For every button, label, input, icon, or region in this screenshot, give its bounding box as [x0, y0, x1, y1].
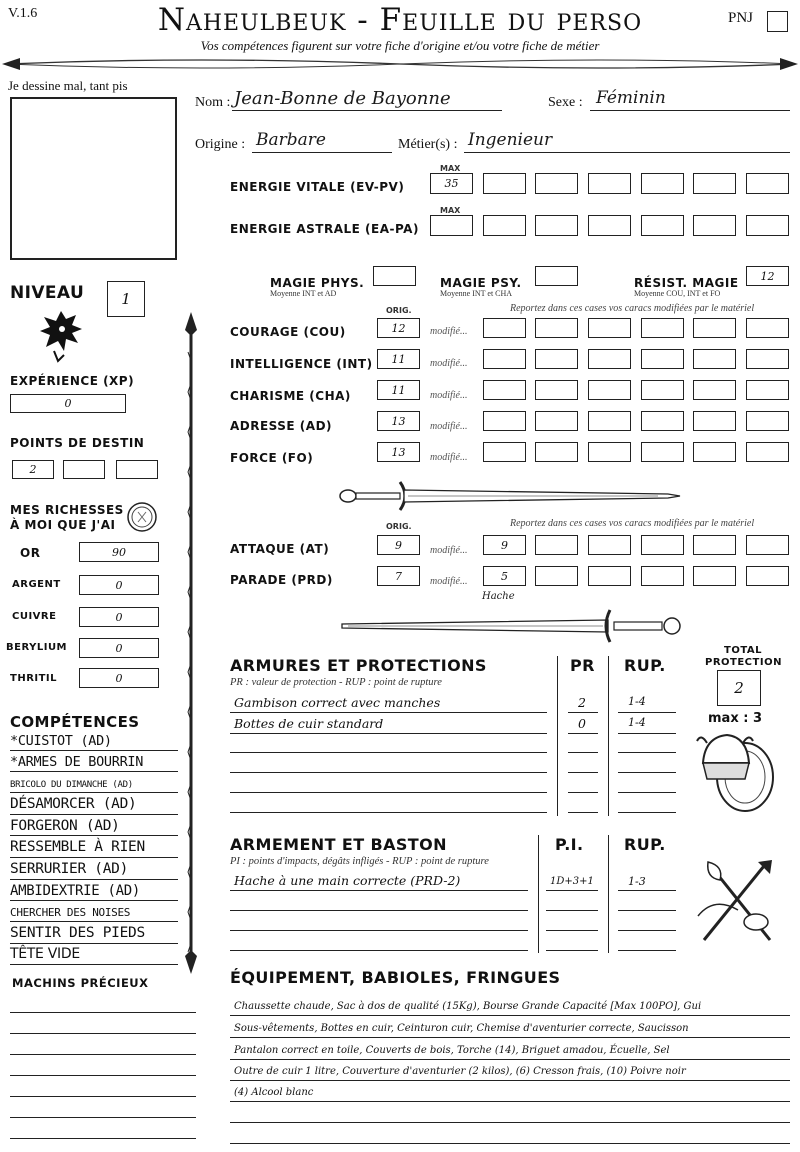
attaque-mod-box[interactable]	[693, 535, 736, 555]
stat-mod-box[interactable]	[641, 349, 684, 369]
stat-mod-box[interactable]	[746, 411, 789, 431]
parade-mod-box[interactable]: 5	[483, 566, 526, 586]
helmet-shield-icon	[695, 727, 775, 815]
equipment-underline	[230, 1143, 790, 1144]
weapon-row-line	[230, 910, 528, 911]
stat-label: FORCE (FO)	[230, 451, 314, 465]
skill-item[interactable]: *ARMES DE BOURRIN	[10, 754, 144, 770]
stats-note: Reportez dans ces cases vos caracs modifiées par le matériel	[510, 303, 755, 314]
ev-label: ENERGIE VITALE (EV-PV)	[230, 180, 405, 194]
armor-row-rup[interactable]: 1-4	[628, 716, 646, 729]
armor-row-pr[interactable]: 2	[578, 695, 586, 710]
stat-mod-box[interactable]	[535, 380, 578, 400]
skill-item[interactable]: AMBIDEXTRIE (AD)	[10, 883, 141, 899]
stat-label: COURAGE (COU)	[230, 325, 346, 339]
destin-box-1[interactable]: 2	[12, 460, 54, 479]
skill-underline	[10, 879, 178, 880]
armor-pr-line	[568, 812, 598, 813]
thritil-label: THRITIL	[10, 673, 58, 684]
weapon-rup-line	[618, 910, 676, 911]
skill-underline	[10, 921, 178, 922]
sheet-subtitle: Vos compétences figurent sur votre fiche d'origine et/ou votre fiche de métier	[200, 38, 600, 53]
crossed-weapons-icon	[694, 856, 780, 948]
stat-label: CHARISME (CHA)	[230, 389, 351, 403]
coin-icon	[126, 501, 158, 533]
stat-label: INTELLIGENCE (INT)	[230, 357, 373, 371]
nom-label: Nom :	[195, 95, 231, 110]
total-protection-box[interactable]: 2	[717, 670, 761, 706]
skill-item[interactable]: SERRURIER (AD)	[10, 861, 129, 877]
origine-underline	[252, 152, 392, 153]
stat-mod-box[interactable]	[535, 411, 578, 431]
armor-pr-line	[568, 772, 598, 773]
ea-box[interactable]	[693, 215, 736, 236]
weapons-col-divider	[608, 835, 609, 953]
skill-underline	[10, 943, 178, 944]
pnj-label: PNJ	[728, 10, 754, 26]
skill-item[interactable]: TÊTE VIDE	[10, 946, 80, 962]
cuivre-label: CUIVRE	[12, 611, 57, 622]
ea-box[interactable]	[588, 215, 631, 236]
armor-row-pr[interactable]: 0	[578, 716, 586, 731]
armor-row-line	[230, 772, 547, 773]
weapon-pi-line	[546, 910, 598, 911]
berylium-label: BERYLIUM	[6, 642, 68, 653]
stat-mod-box[interactable]	[693, 380, 736, 400]
weapon-pi-line	[546, 890, 598, 891]
armor-row-line	[230, 792, 547, 793]
attaque-mod-box[interactable]: 9	[483, 535, 526, 555]
precious-line	[10, 1138, 196, 1139]
stat-mod-box[interactable]	[746, 380, 789, 400]
weapon-row-line	[230, 930, 528, 931]
niveau-label: NIVEAU	[10, 283, 85, 303]
richesses-label-1: MES RICHESSES	[10, 503, 124, 517]
ev-box[interactable]	[483, 173, 526, 194]
berylium-box[interactable]: 0	[79, 638, 159, 658]
portrait-caption: Je dessine mal, tant pis	[8, 78, 128, 93]
skill-underline	[10, 814, 178, 815]
stat-mod-box[interactable]	[483, 380, 526, 400]
stat-mod-box[interactable]	[641, 411, 684, 431]
equipment-title: ÉQUIPEMENT, BABIOLES, FRINGUES	[230, 968, 561, 987]
armor-rup-line	[618, 812, 676, 813]
weapons-col-pi: P.I.	[555, 835, 584, 854]
ev-box[interactable]	[535, 173, 578, 194]
armor-pr-line	[568, 752, 598, 753]
xp-label: EXPÉRIENCE (XP)	[10, 374, 135, 388]
sexe-label: Sexe :	[548, 95, 583, 110]
metier-underline	[464, 152, 790, 153]
ev-max-box[interactable]: 35	[430, 173, 473, 194]
ea-max-label: MAX	[440, 206, 461, 215]
destin-box-2[interactable]	[63, 460, 105, 479]
sword-icon	[338, 478, 683, 514]
magie-psy-note: Moyenne INT et CHA	[440, 289, 513, 298]
equipment-underline	[230, 1015, 790, 1016]
stat-mod-box[interactable]	[588, 380, 631, 400]
weapon-row-line	[230, 950, 528, 951]
precious-line	[10, 1012, 196, 1013]
armor-row-line	[230, 712, 547, 713]
skill-underline	[10, 792, 178, 793]
parade-mod-box[interactable]	[746, 566, 789, 586]
stat-mod-box[interactable]	[588, 442, 631, 462]
pnj-checkbox[interactable]	[767, 11, 788, 32]
stat-mod-box[interactable]	[483, 318, 526, 338]
weapon-rup-line	[618, 930, 676, 931]
equipment-line[interactable]: Sous-vêtements, Bottes en cuir, Ceinturon cuir, Chemise d'aventurier correcte, Saucisson	[234, 1023, 689, 1034]
stat-modifie: modifié...	[430, 390, 468, 401]
stat-modifie: modifié...	[430, 326, 468, 337]
stat-mod-box[interactable]	[641, 380, 684, 400]
armor-col-pr: PR	[570, 656, 595, 675]
precious-line	[10, 1117, 196, 1118]
resist-magie-note: Moyenne COU, INT et FO	[634, 289, 721, 298]
armor-row-name[interactable]: Bottes de cuir standard	[234, 716, 384, 731]
skill-underline	[10, 835, 178, 836]
stat-mod-box[interactable]	[535, 318, 578, 338]
skill-underline	[10, 900, 178, 901]
skill-item[interactable]: SENTIR DES PIEDS	[10, 925, 145, 941]
sexe-value[interactable]: Féminin	[596, 88, 666, 108]
stat-mod-box[interactable]	[746, 442, 789, 462]
stat-orig-box[interactable]: 13	[377, 411, 420, 431]
stat-mod-box[interactable]	[535, 349, 578, 369]
total-protection-label-1: TOTAL	[724, 645, 762, 656]
stat-mod-box[interactable]	[588, 349, 631, 369]
skill-item[interactable]: BRICOLO DU DIMANCHE (AD)	[10, 780, 133, 790]
stat-orig-box[interactable]: 11	[377, 380, 420, 400]
sexe-underline	[590, 110, 790, 111]
niveau-box[interactable]: 1	[107, 281, 145, 317]
armor-pr-line	[568, 733, 598, 734]
cuivre-box[interactable]: 0	[79, 607, 159, 627]
equipment-underline	[230, 1080, 790, 1081]
attaque-modifie: modifié...	[430, 545, 468, 556]
dragon-icon	[36, 305, 86, 363]
ev-max-label: MAX	[440, 164, 461, 173]
stat-orig-box[interactable]: 12	[377, 318, 420, 338]
stats-orig-label: ORIG.	[386, 306, 412, 315]
precious-line	[10, 1075, 196, 1076]
stat-mod-box[interactable]	[693, 349, 736, 369]
weapon-rup-line	[618, 950, 676, 951]
armor-col-divider	[557, 656, 558, 816]
nom-value[interactable]: Jean-Bonne de Bayonne	[234, 88, 451, 109]
thritil-box[interactable]: 0	[79, 668, 159, 688]
weapon-row-line	[230, 890, 528, 891]
origine-value[interactable]: Barbare	[256, 130, 326, 150]
destin-box-3[interactable]	[116, 460, 158, 479]
ea-label: ENERGIE ASTRALE (EA-PA)	[230, 222, 419, 236]
armor-row-line	[230, 733, 547, 734]
stat-orig-box[interactable]: 13	[377, 442, 420, 462]
parade-label: PARADE (PRD)	[230, 573, 333, 587]
weapons-title: ARMEMENT ET BASTON	[230, 835, 447, 854]
or-label: OR	[20, 546, 41, 560]
ev-box[interactable]	[641, 173, 684, 194]
stat-mod-box[interactable]	[483, 442, 526, 462]
stat-label: ADRESSE (AD)	[230, 419, 333, 433]
or-box[interactable]: 90	[79, 542, 159, 562]
combat-orig-label: ORIG.	[386, 522, 412, 531]
skill-underline	[10, 771, 178, 772]
equipment-underline	[230, 1037, 790, 1038]
weapon-row-pi[interactable]: 1D+3+1	[550, 876, 594, 887]
precious-line	[10, 1033, 196, 1034]
armor-rup-line	[618, 733, 676, 734]
armor-rup-line	[618, 712, 676, 713]
ev-box[interactable]	[693, 173, 736, 194]
equipment-underline	[230, 1101, 790, 1102]
weapon-rup-line	[618, 890, 676, 891]
skill-item[interactable]: FORGERON (AD)	[10, 818, 120, 834]
armor-col-rup: RUP.	[624, 656, 666, 675]
parade-mod-box[interactable]	[588, 566, 631, 586]
armor-row-line	[230, 812, 547, 813]
parade-mod-box[interactable]	[641, 566, 684, 586]
argent-box[interactable]: 0	[79, 575, 159, 595]
ea-box[interactable]	[746, 215, 789, 236]
attaque-mod-box[interactable]	[746, 535, 789, 555]
stat-modifie: modifié...	[430, 421, 468, 432]
parade-mod-box[interactable]	[693, 566, 736, 586]
staff-icon	[180, 312, 202, 974]
parade-orig-box[interactable]: 7	[377, 566, 420, 586]
armor-pr-line	[568, 712, 598, 713]
stat-orig-box[interactable]: 11	[377, 349, 420, 369]
resist-magie-label: RÉSIST. MAGIE	[634, 276, 739, 290]
version-label: V.1.6	[8, 6, 38, 21]
stat-mod-box[interactable]	[693, 442, 736, 462]
armor-rup-line	[618, 752, 676, 753]
stat-mod-box[interactable]	[483, 349, 526, 369]
magie-phys-label: MAGIE PHYS.	[270, 276, 365, 290]
combat-note: Reportez dans ces cases vos caracs modifiées par le matériel	[510, 518, 755, 529]
attaque-orig-box[interactable]: 9	[377, 535, 420, 555]
ea-max-box[interactable]	[430, 215, 473, 236]
magie-psy-box[interactable]	[535, 266, 578, 286]
sword-icon	[338, 608, 683, 644]
weapons-subtitle: PI : points d'impacts, dégâts infligés - RUP : point de rupture	[230, 856, 489, 867]
ev-box[interactable]	[588, 173, 631, 194]
weapons-col-divider	[538, 835, 539, 953]
stat-mod-box[interactable]	[588, 411, 631, 431]
stat-modifie: modifié...	[430, 452, 468, 463]
sheet-title: Naheulbeuk - Feuille du perso	[157, 2, 643, 38]
argent-label: ARGENT	[12, 579, 61, 590]
machins-precieux-label: MACHINS PRÉCIEUX	[12, 976, 149, 990]
competences-label: COMPÉTENCES	[10, 713, 140, 731]
spear-divider	[0, 52, 800, 76]
ea-box[interactable]	[535, 215, 578, 236]
weapon-pi-line	[546, 950, 598, 951]
stat-mod-box[interactable]	[641, 318, 684, 338]
equipment-underline	[230, 1122, 790, 1123]
magie-phys-box[interactable]	[373, 266, 416, 286]
equipment-underline	[230, 1059, 790, 1060]
armor-subtitle: PR : valeur de protection - RUP : point de rupture	[230, 677, 442, 688]
ea-box[interactable]	[483, 215, 526, 236]
weapon-row-rup[interactable]: 1-3	[628, 875, 646, 888]
armor-row-name[interactable]: Gambison correct avec manches	[234, 695, 441, 710]
stat-mod-box[interactable]	[693, 318, 736, 338]
weapons-col-rup: RUP.	[624, 835, 666, 854]
skill-underline	[10, 750, 178, 751]
stat-mod-box[interactable]	[693, 411, 736, 431]
armor-row-line	[230, 752, 547, 753]
skill-item[interactable]: *CUISTOT (AD)	[10, 733, 112, 749]
precious-line	[10, 1054, 196, 1055]
richesses-label-2: À MOI QUE J'AI	[10, 518, 116, 532]
destin-label: POINTS DE DESTIN	[10, 436, 145, 450]
attaque-label: ATTAQUE (AT)	[230, 542, 330, 556]
portrait-box[interactable]	[10, 97, 177, 260]
stat-modifie: modifié...	[430, 358, 468, 369]
weapon-row-name[interactable]: Hache à une main correcte (PRD-2)	[234, 873, 461, 888]
total-protection-label-2: PROTECTION	[705, 657, 782, 668]
skill-item[interactable]: DÉSAMORCER (AD)	[10, 796, 137, 812]
skill-underline	[10, 857, 178, 858]
armor-rup-line	[618, 792, 676, 793]
equipment-line[interactable]: (4) Alcool blanc	[234, 1087, 314, 1098]
armor-title: ARMURES ET PROTECTIONS	[230, 656, 487, 675]
ev-box[interactable]	[746, 173, 789, 194]
armor-col-divider	[608, 656, 609, 816]
armor-rup-line	[618, 772, 676, 773]
xp-box[interactable]: 0	[10, 394, 126, 413]
origine-label: Origine :	[195, 137, 246, 152]
attaque-mod-box[interactable]	[588, 535, 631, 555]
metier-label: Métier(s) :	[398, 137, 458, 152]
parade-mod-box[interactable]	[535, 566, 578, 586]
skill-item[interactable]: CHERCHER DES NOISES	[10, 906, 131, 919]
weapon-pi-line	[546, 930, 598, 931]
equipment-line[interactable]: Pantalon correct en toile, Couverts de bois, Torche (14), Briguet amadou, Écuelle, Sel	[234, 1045, 670, 1056]
parade-weapon-note: Hache	[482, 591, 515, 602]
max-protection-label: max : 3	[708, 711, 762, 726]
armor-row-rup[interactable]: 1-4	[628, 695, 646, 708]
parade-modifie: modifié...	[430, 576, 468, 587]
nom-underline	[232, 110, 502, 111]
magie-psy-label: MAGIE PSY.	[440, 276, 522, 290]
skill-underline	[10, 964, 178, 965]
stat-mod-box[interactable]	[746, 318, 789, 338]
ea-box[interactable]	[641, 215, 684, 236]
stat-mod-box[interactable]	[483, 411, 526, 431]
magie-phys-note: Moyenne INT et AD	[270, 289, 337, 298]
stat-mod-box[interactable]	[746, 349, 789, 369]
stat-mod-box[interactable]	[588, 318, 631, 338]
stat-mod-box[interactable]	[641, 442, 684, 462]
attaque-mod-box[interactable]	[641, 535, 684, 555]
skill-item[interactable]: RESSEMBLE À RIEN	[10, 839, 145, 855]
armor-pr-line	[568, 792, 598, 793]
precious-line	[10, 1096, 196, 1097]
stat-mod-box[interactable]	[535, 442, 578, 462]
resist-magie-box[interactable]: 12	[746, 266, 789, 286]
metier-value[interactable]: Ingenieur	[468, 130, 553, 150]
equipment-line[interactable]: Outre de cuir 1 litre, Couverture d'aventurier (2 kilos), (6) Cresson frais, (10) Poivre noir	[234, 1066, 686, 1077]
attaque-mod-box[interactable]	[535, 535, 578, 555]
equipment-line[interactable]: Chaussette chaude, Sac à dos de qualité (15Kg), Bourse Grande Capacité [Max 100PO], Gui	[234, 1001, 702, 1012]
